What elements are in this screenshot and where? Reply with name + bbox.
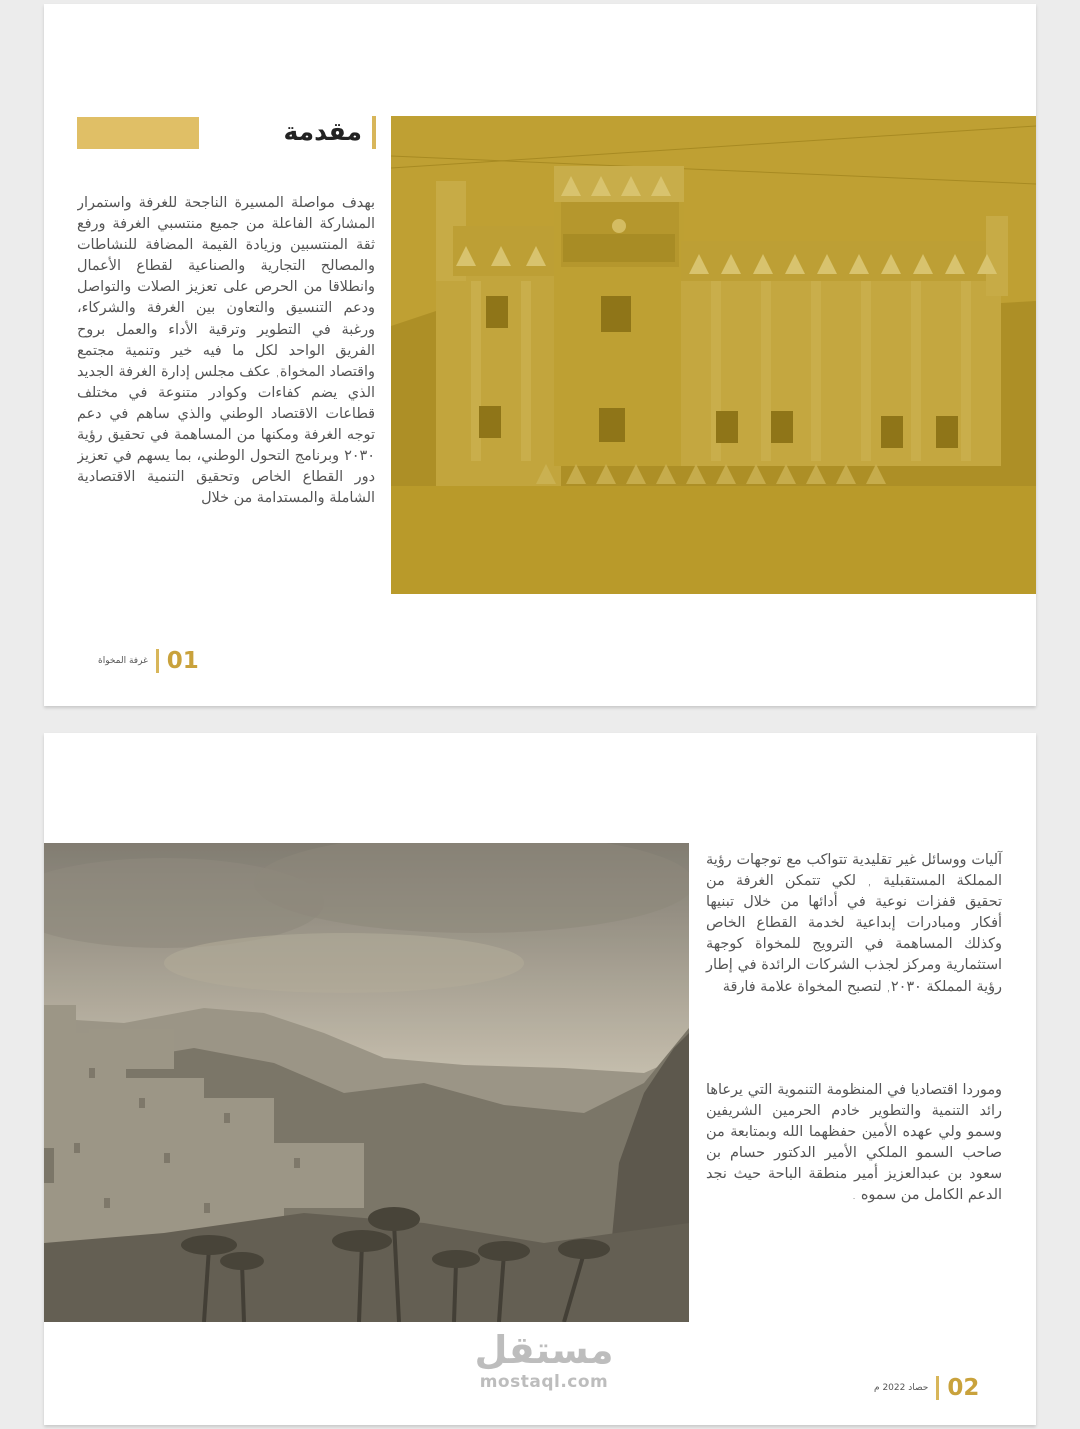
footer-accent-bar bbox=[156, 649, 159, 673]
page-title: مقدمة bbox=[283, 117, 362, 146]
page-2 bbox=[44, 733, 1036, 1425]
second-paragraph: وموردا اقتصاديا في المنظومة التنموية التي يرعاها رائد التنمية والتطوير خادم الحرمين الشريفين وسمو ولي عهده الأمين حفظهما الله وبمتابعة من صاحب السمو الملكي الأمير الدكتور حسام بن سعود بن عبدالعزيز أمير منطقة الباحة حيث نجد الدعم الكامل من سموه . bbox=[706, 1082, 1002, 1204]
mostaql-watermark bbox=[464, 1328, 624, 1392]
footer-label: حصاد 2022 م bbox=[874, 1383, 929, 1393]
intro-paragraph: بهدف مواصلة المسيرة الناجحة للغرفة واستمرار المشاركة الفاعلة من جميع منتسبي الغرفة ورفع ثقة المنتسبين وزيادة القيمة المضافة للنشاطات والمصالح التجارية والصناعية لقطاع الأعمال وانطلاقا من الحرص على تعزيز الصلات والتواصل ودعم التنسيق والتعاون بين الغرفة والشركاء، ورغبة في التطوير وترقية الأداء والعمل بروح الفريق الواحد لكل ما فيه خير وتنمية مجتمع واقتصاد المخواة, عكف مجلس إدارة الغرفة الجديد الذي يضم كفاءات وكوادر متنوعة في مختلف قطاعات الاقتصاد الوطني والذي ساهم في دعم توجه الغرفة ومكنها من المساهمة في تحقيق رؤية ٢٠٣٠ وبرنامج التحول الوطني، بما يسهم في تعزيز دور القطاع الخاص وتحقيق التنمية الاقتصادية الشاملة والمستدامة من خلال bbox=[77, 195, 375, 507]
page-footer bbox=[874, 1375, 979, 1401]
chamber-building-image bbox=[391, 116, 1036, 594]
continued-paragraph: آليات ووسائل غير تقليدية تتواكب مع توجهات رؤية المملكة المستقبلية , لكي تتمكن الغرفة من تحقيق قفزات نوعية في أدائها من خلال تبنيها أفكار ومبادرات إبداعية لخدمة القطاع الخاص وكذلك المساهمة في الترويج للمخواة كوجهة استثمارية ومركز لجذب الشركات الرائدة في إطار رؤية المملكة ٢٠٣٠, لتصبح المخواة علامة فارقة bbox=[706, 852, 1002, 995]
footer-label: غرفة المخواة bbox=[98, 656, 148, 666]
watermark-url: mostaql.com bbox=[479, 1372, 609, 1392]
title-accent-bar bbox=[372, 116, 376, 149]
page-number: 02 bbox=[947, 1375, 980, 1401]
title-gold-block bbox=[77, 117, 199, 149]
village-landscape-image bbox=[44, 843, 689, 1322]
page-footer bbox=[98, 648, 199, 674]
footer-accent-bar bbox=[936, 1376, 939, 1400]
page-1 bbox=[44, 4, 1036, 706]
section-title bbox=[254, 116, 376, 152]
page-number: 01 bbox=[166, 648, 199, 674]
watermark-logo: مستقل bbox=[474, 1328, 614, 1372]
